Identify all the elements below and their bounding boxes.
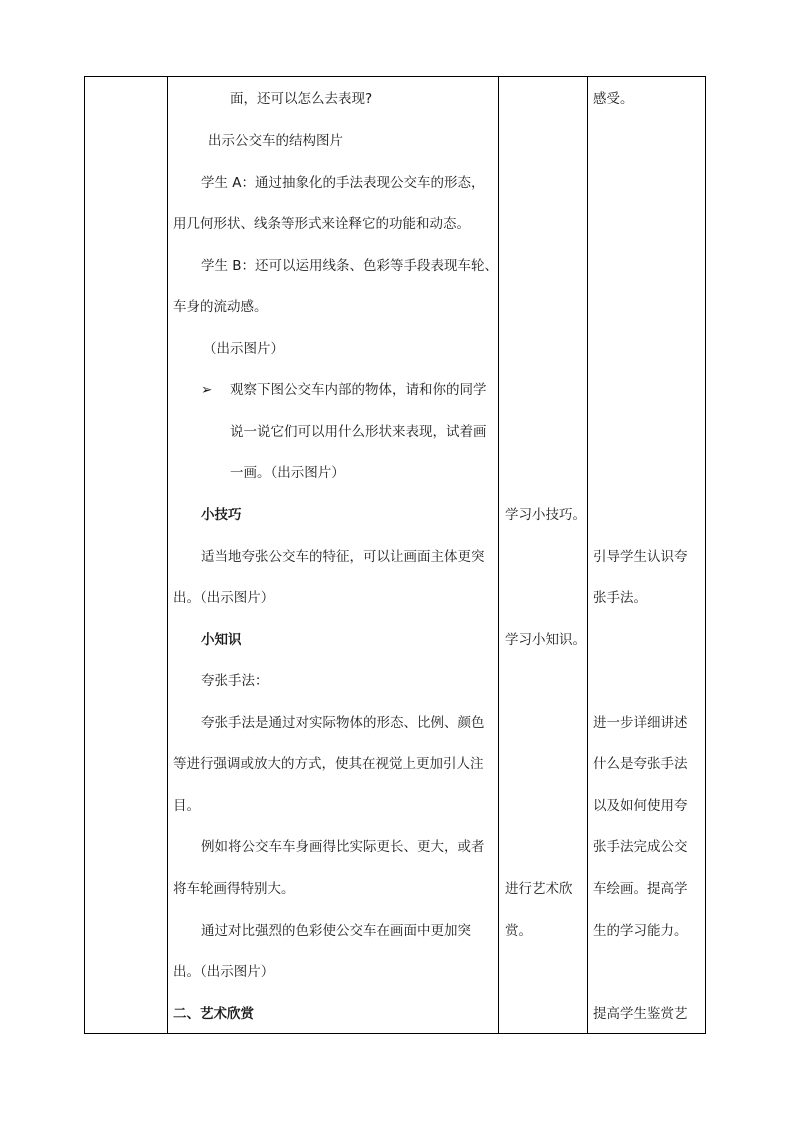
column-divider <box>587 77 588 1033</box>
main-text-line: 例如将公交车车身画得比实际更长、更大，或者 <box>201 839 485 855</box>
student-activity-line: 赏。 <box>505 923 532 939</box>
design-intent-line: 进一步详细讲述 <box>593 715 688 731</box>
main-text-line: 用几何形状、线条等形式来诠释它的功能和动态。 <box>173 216 470 232</box>
design-intent-line: 张手法。 <box>593 590 647 606</box>
student-activity-line: 学习小知识。 <box>505 632 586 648</box>
main-text-line: 面，还可以怎么去表现? <box>230 91 373 107</box>
lesson-table <box>84 76 706 1034</box>
main-text-line: 适当地夸张公交车的特征，可以让画面主体更突 <box>201 549 485 565</box>
section-heading: 小知识 <box>201 632 242 648</box>
main-text-line: 说一说它们可以用什么形状来表现，试着画 <box>230 424 487 440</box>
main-text-line: 夸张手法： <box>201 673 269 689</box>
main-text-line: （出示图片） <box>203 341 284 357</box>
main-text-line: 通过对比强烈的色彩使公交车在画面中更加突 <box>201 923 471 939</box>
student-activity-line: 学习小技巧。 <box>505 507 586 523</box>
section-heading: 小技巧 <box>201 507 242 523</box>
main-text-line: 将车轮画得特别大。 <box>173 881 295 897</box>
main-text-line: 目。 <box>173 798 200 814</box>
main-text-line: 学生 A：通过抽象化的手法表现公交车的形态， <box>201 175 485 191</box>
design-intent-line: 车绘画。提高学 <box>593 881 688 897</box>
design-intent-line: 什么是夸张手法 <box>593 756 688 772</box>
main-text-line: 出示公交车的结构图片 <box>208 133 343 149</box>
design-intent-line: 提高学生鉴赏艺 <box>593 1006 688 1022</box>
design-intent-line: 引导学生认识夸 <box>593 549 688 565</box>
main-text-line: 车身的流动感。 <box>173 299 268 315</box>
design-intent-line: 张手法完成公交 <box>593 839 688 855</box>
student-activity-line: 进行艺术欣 <box>505 881 573 897</box>
design-intent-line: 感受。 <box>593 91 634 107</box>
design-intent-line: 以及如何使用夸 <box>593 798 688 814</box>
main-text-line: 出。（出示图片） <box>173 590 275 606</box>
main-text-line: 学生 B：还可以运用线条、色彩等手段表现车轮、 <box>201 258 499 274</box>
main-text-line: 夸张手法是通过对实际物体的形态、比例、颜色 <box>201 715 485 731</box>
main-text-line: 等进行强调或放大的方式，使其在视觉上更加引人注 <box>173 756 484 772</box>
column-divider <box>167 77 168 1033</box>
column-divider <box>498 77 499 1033</box>
main-text-line: 观察下图公交车内部的物体，请和你的同学 <box>230 382 487 398</box>
main-text-line: 一画。（出示图片） <box>230 465 345 481</box>
bullet-icon: ➢ <box>201 382 213 398</box>
main-text-line: 出。（出示图片） <box>173 964 275 980</box>
section-heading: 二、艺术欣赏 <box>173 1006 254 1022</box>
design-intent-line: 生的学习能力。 <box>593 923 688 939</box>
